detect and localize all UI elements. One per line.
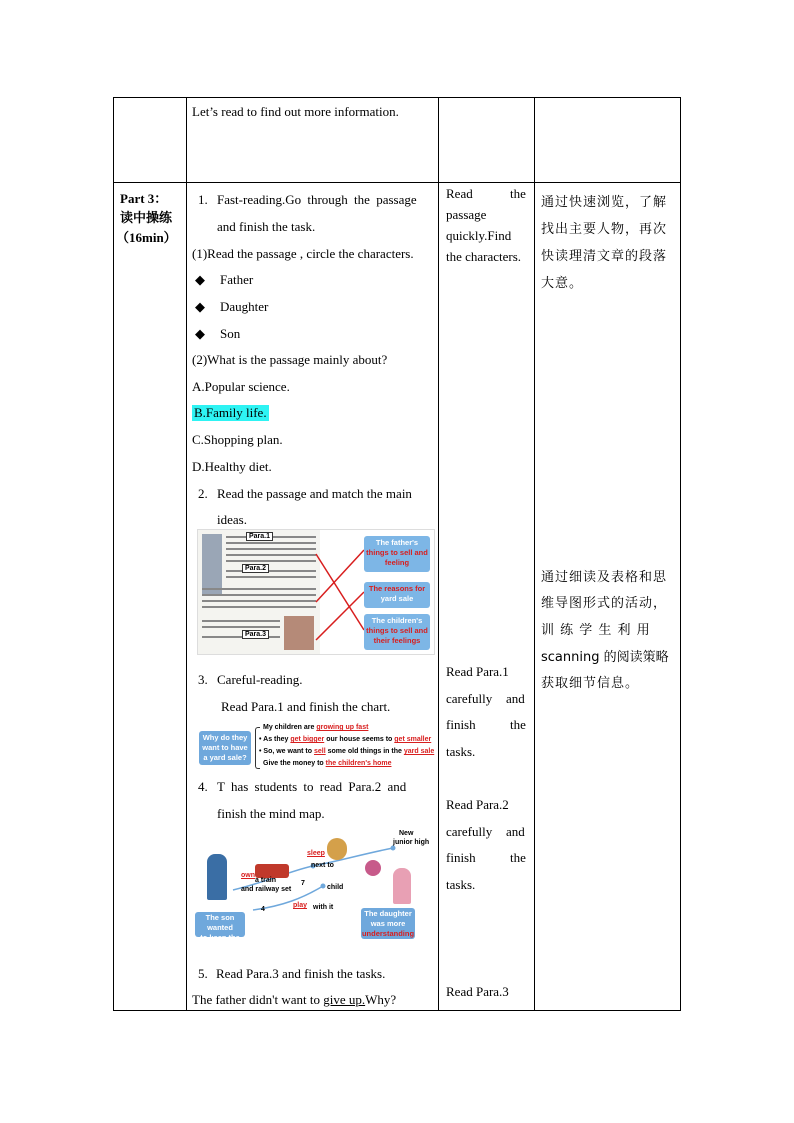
why-box: Why do they want to have a yard sale? <box>199 731 251 765</box>
chart-line3: • So, we want to sell some old things in the yard sale <box>259 748 435 755</box>
lesson-table <box>113 97 681 1011</box>
col-line <box>534 97 535 1011</box>
task1-number: 1. <box>198 192 208 207</box>
purpose1-line: 找出主要人物，再次 <box>541 222 668 237</box>
student-b1: Read Para.1 <box>446 664 509 679</box>
purpose2-line: 获取细节信息。 <box>541 676 640 691</box>
task1-line2: and finish the task. <box>217 219 316 234</box>
task4-number: 4. <box>198 779 208 794</box>
character-item: Son <box>220 326 241 341</box>
bullet-icon: ◆ <box>195 326 205 341</box>
task3-line1: Careful-reading. <box>217 672 303 687</box>
task4-line1: T has students to read Para.2 and <box>217 779 407 794</box>
task5-number: 5. <box>198 966 208 981</box>
map-sleep: sleep <box>307 850 325 857</box>
bullet-icon: ◆ <box>195 299 205 314</box>
mind-map <box>193 830 431 952</box>
monkey-icon <box>327 838 347 860</box>
col-line <box>438 97 439 1011</box>
task1-line1: Fast-reading.Go through the passage <box>217 192 417 207</box>
part-time: （16min） <box>116 230 177 245</box>
purpose1-line: 大意。 <box>541 276 584 291</box>
chart-line2: • As they get bigger our house seems to get smaller <box>259 736 432 743</box>
student-b3: and <box>506 691 525 706</box>
student-c3: and <box>506 824 525 839</box>
student-a1: Read <box>446 186 473 201</box>
para2-tag: Para.2 <box>242 564 269 573</box>
map-own: own <box>241 872 255 879</box>
student-c2: carefully <box>446 824 493 839</box>
student-b2: carefully <box>446 691 493 706</box>
purpose1-line: 快读理清文章的段落 <box>541 249 668 264</box>
student-a3: passage <box>446 207 487 222</box>
table-border-top <box>113 97 681 98</box>
option-d: D.Healthy diet. <box>192 459 272 474</box>
task2-line2: ideas. <box>217 512 247 527</box>
part-name: 读中操练 <box>120 211 173 226</box>
map-play: play <box>293 902 308 909</box>
map-railway: and railway set <box>241 886 292 893</box>
map-a-train: a train <box>255 877 277 884</box>
para1-tag: Para.1 <box>246 532 273 541</box>
map-seven: 7 <box>301 880 305 887</box>
student-b6: tasks. <box>446 744 476 759</box>
col-line <box>113 97 114 1011</box>
task4-line2: finish the mind map. <box>217 806 325 821</box>
student-a4: quickly.Find <box>446 228 512 243</box>
map-new: New <box>399 830 414 837</box>
task1-sub2: (2)What is the passage mainly about? <box>192 352 388 367</box>
student-a2: the <box>510 186 526 201</box>
student-c1: Read Para.2 <box>446 797 509 812</box>
toy-icon <box>365 860 381 876</box>
chart-line1: My children are growing up fast <box>263 724 369 731</box>
option-a: A.Popular science. <box>192 379 290 394</box>
character-item: Daughter <box>220 299 269 314</box>
student-c4: finish <box>446 850 476 865</box>
student-a5: the characters. <box>446 249 522 264</box>
task1-sub1: (1)Read the passage , circle the characters. <box>192 246 414 261</box>
map-next-to: next to <box>311 862 334 869</box>
part-label: Part 3： <box>120 191 168 206</box>
children-box: The children's things to sell and their feelings <box>364 614 430 650</box>
father-box: The father's things to sell and feeling <box>364 536 430 572</box>
task3-number: 3. <box>198 672 208 687</box>
map-four: 4 <box>261 906 265 913</box>
purpose2-line: 维导图形式的活动， <box>541 596 668 611</box>
map-junior: junior high <box>393 839 430 846</box>
student-c6: tasks. <box>446 877 476 892</box>
train-icon <box>255 864 289 878</box>
daughter-figure <box>393 868 411 904</box>
task5-line1: Read Para.3 and finish the tasks. <box>216 966 386 981</box>
option-c: C.Shopping plan. <box>192 432 283 447</box>
task3-line2: Read Para.1 and finish the chart. <box>221 699 391 714</box>
table-border-bottom <box>113 1010 681 1011</box>
student-b4: finish <box>446 717 476 732</box>
reasons-box: The reasons for yard sale <box>364 582 430 608</box>
map-with-it: with it <box>313 904 334 911</box>
son-figure <box>207 854 227 900</box>
purpose2-line: 通过细读及表格和思 <box>541 570 668 585</box>
col-line <box>186 97 187 1011</box>
daughter-box: The daughter was more understanding <box>361 909 415 938</box>
student-c5: the <box>510 850 526 865</box>
row-divider <box>113 182 681 183</box>
task2-number: 2. <box>198 486 208 501</box>
student-d1: Read Para.3 <box>446 984 509 999</box>
task2-line1: Read the passage and match the main <box>217 486 412 501</box>
student-b5: the <box>510 717 526 732</box>
para1-chart <box>197 723 435 771</box>
chart-line4: Give the money to the children's home <box>263 760 392 767</box>
bullet-icon: ◆ <box>195 272 205 287</box>
character-item: Father <box>220 272 254 287</box>
match-figure <box>197 529 435 655</box>
option-b-highlighted: B.Family life. <box>194 405 267 420</box>
map-child: child <box>327 884 344 891</box>
son-box: The son wanted to keep the toys. <box>195 912 245 937</box>
purpose2-line: scanning 的阅读策略 <box>541 650 669 665</box>
col-line <box>680 97 681 1011</box>
task5-line2: The father didn't want to give up.Why? <box>192 992 397 1007</box>
para3-tag: Para.3 <box>242 630 269 639</box>
purpose2-line: 训 练 学 生 利 用 <box>541 623 651 638</box>
row1-activity-text: Let’s read to find out more information. <box>192 104 399 119</box>
purpose1-line: 通过快速浏览，了解 <box>541 195 668 210</box>
